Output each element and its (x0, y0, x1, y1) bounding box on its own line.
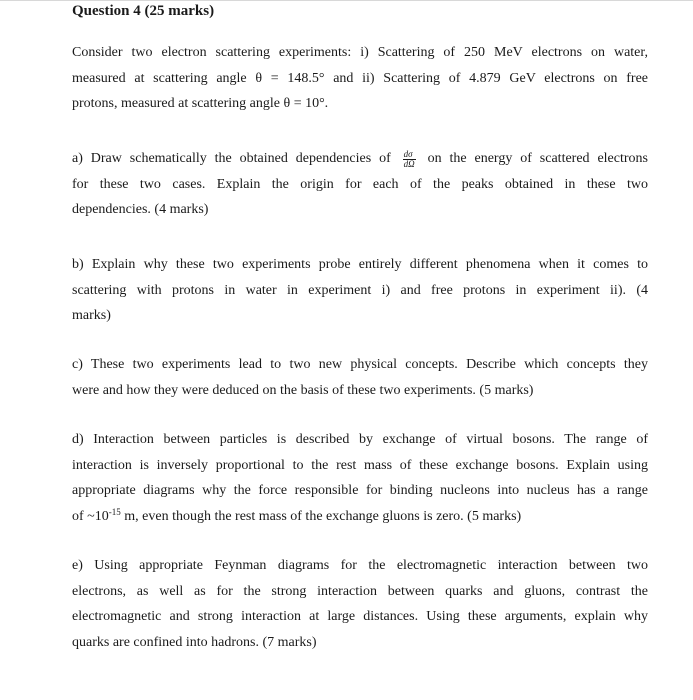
question-heading: Question 4 (25 marks) (72, 3, 215, 19)
part-d-line-4 (72, 504, 648, 530)
part-c-paragraph (72, 352, 648, 403)
part-a-line-3: dependencies. (4 marks) (72, 202, 209, 217)
part-c-line-2: were and how they were deduced on the basis of these two experiments. (5 marks) (72, 382, 534, 398)
page-top-border (0, 0, 693, 1)
fraction-denominator: dΩ (403, 158, 415, 169)
part-d-paragraph (72, 427, 648, 529)
intro-paragraph (72, 40, 648, 117)
part-e-line-1: e) Using appropriate Feynman diagrams for the electromagnetic interaction between two (72, 558, 648, 573)
part-a-paragraph (72, 146, 648, 223)
part-b-line-3: marks) (72, 308, 111, 323)
intro-line-1: Consider two electron scattering experiments: i) Scattering of 250 MeV electrons on water, (72, 45, 648, 60)
part-e-paragraph (72, 553, 648, 655)
range-prefix: of ~10 (72, 508, 109, 524)
part-b-paragraph (72, 252, 648, 329)
part-b-line-1: b) Explain why these two experiments probe entirely different phenomena when it comes to (72, 257, 648, 272)
part-e-line-3: electromagnetic and strong interaction at large distances. Using these arguments, explain why (72, 609, 648, 624)
part-d-line-1: d) Interaction between particles is described by exchange of virtual bosons. The range of (72, 432, 648, 447)
part-e-line-4: quarks are confined into hadrons. (7 marks) (72, 634, 317, 650)
part-a-text-before-fraction: a) Draw schematically the obtained dependencies of (72, 151, 391, 166)
part-a-line-2: for these two cases. Explain the origin for each of the peaks obtained in these two (72, 176, 648, 192)
cross-section-fraction (403, 150, 416, 169)
fraction-numerator: dσ (403, 150, 416, 160)
part-c-line-1: c) These two experiments lead to two new physical concepts. Describe which concepts they (72, 357, 648, 372)
part-a-text-after-fraction: on the energy of scattered electrons (427, 151, 648, 166)
intro-line-2: measured at scattering angle θ = 148.5° and ii) Scattering of 4.879 GeV electrons on free (72, 70, 648, 86)
range-exponent: -15 (108, 506, 121, 517)
part-d-line-3: appropriate diagrams why the force responsible for binding nucleons into nucleus has a range (72, 483, 648, 498)
intro-line-3: protons, measured at scattering angle θ = 10°. (72, 96, 329, 111)
range-suffix: m, even though the rest mass of the exchange gluons is zero. (5 marks) (120, 508, 522, 524)
part-d-line-2: interaction is inversely proportional to the rest mass of these exchange bosons. Explain using (72, 457, 648, 473)
part-e-line-2: electrons, as well as for the strong interaction between quarks and gluons, contrast the (72, 583, 648, 599)
part-b-line-2: scattering with protons in water in experiment i) and free protons in experiment ii). (4 (72, 282, 648, 298)
part-a-line-1 (72, 146, 648, 172)
